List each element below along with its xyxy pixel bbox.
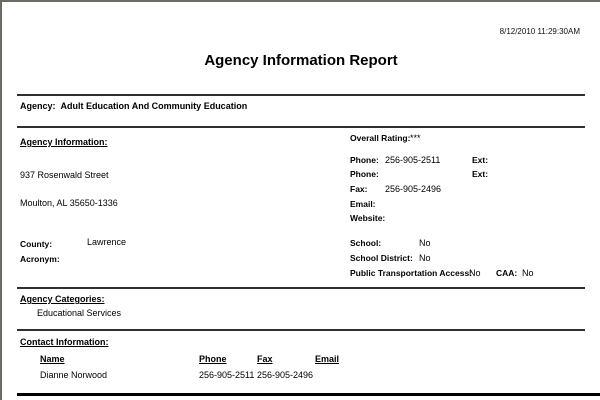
section-divider (17, 287, 585, 289)
acronym-label: Acronym: (20, 254, 60, 264)
agency-bar (20, 101, 247, 111)
email-label: Email: (350, 199, 376, 209)
fax-value: 256-905-2496 (385, 184, 442, 194)
contact-name: Dianne Norwood (40, 370, 108, 380)
report-timestamp: 8/12/2010 11:29:30AM (499, 27, 580, 36)
overall-rating-label: Overall Rating: (350, 133, 411, 143)
page-title: Agency Information Report (204, 52, 398, 69)
contact-col-phone: Phone (199, 354, 227, 364)
county-value: Lawrence (87, 237, 127, 247)
section-title-contact-information: Contact Information: (20, 337, 109, 347)
school-district-value: No (419, 253, 431, 263)
caa-value: No (522, 268, 534, 278)
website-label: Website: (350, 213, 386, 223)
caa-label: CAA: (496, 268, 518, 278)
phone1-label: Phone: (350, 155, 379, 165)
contact-col-fax: Fax (257, 354, 273, 364)
section-title-agency-information: Agency Information: (20, 137, 108, 147)
contact-col-email: Email (315, 354, 340, 364)
section-divider (17, 94, 585, 96)
county-label: County: (20, 239, 53, 249)
contact-phone: 256-905-2511 (199, 370, 255, 380)
address-line1: 937 Rosenwald Street (20, 170, 109, 180)
school-label: School: (350, 238, 382, 248)
ext2-label: Ext: (472, 169, 489, 179)
contact-fax: 256-905-2496 (257, 370, 314, 380)
section-divider (17, 329, 585, 331)
phone2-label: Phone: (350, 169, 379, 179)
address-line2: Moulton, AL 35650-1336 (20, 198, 118, 208)
public-transport-label: Public Transportation Access: (350, 268, 473, 278)
school-value: No (419, 238, 431, 248)
public-transport-value: No (469, 268, 481, 278)
phone1-value: 256-905-2511 (385, 155, 441, 165)
section-divider (17, 126, 585, 128)
fax-label: Fax: (350, 184, 368, 194)
overall-rating-value: *** (410, 133, 421, 143)
school-district-label: School District: (350, 253, 413, 263)
ext1-label: Ext: (472, 155, 489, 165)
agency-value: Adult Education And Community Education (60, 101, 248, 111)
contact-col-name: Name (40, 354, 65, 364)
agency-category-item: Educational Services (37, 308, 122, 318)
section-title-agency-categories: Agency Categories: (20, 294, 105, 304)
agency-label: Agency: (20, 101, 56, 111)
report-bottom-rule (17, 393, 600, 396)
